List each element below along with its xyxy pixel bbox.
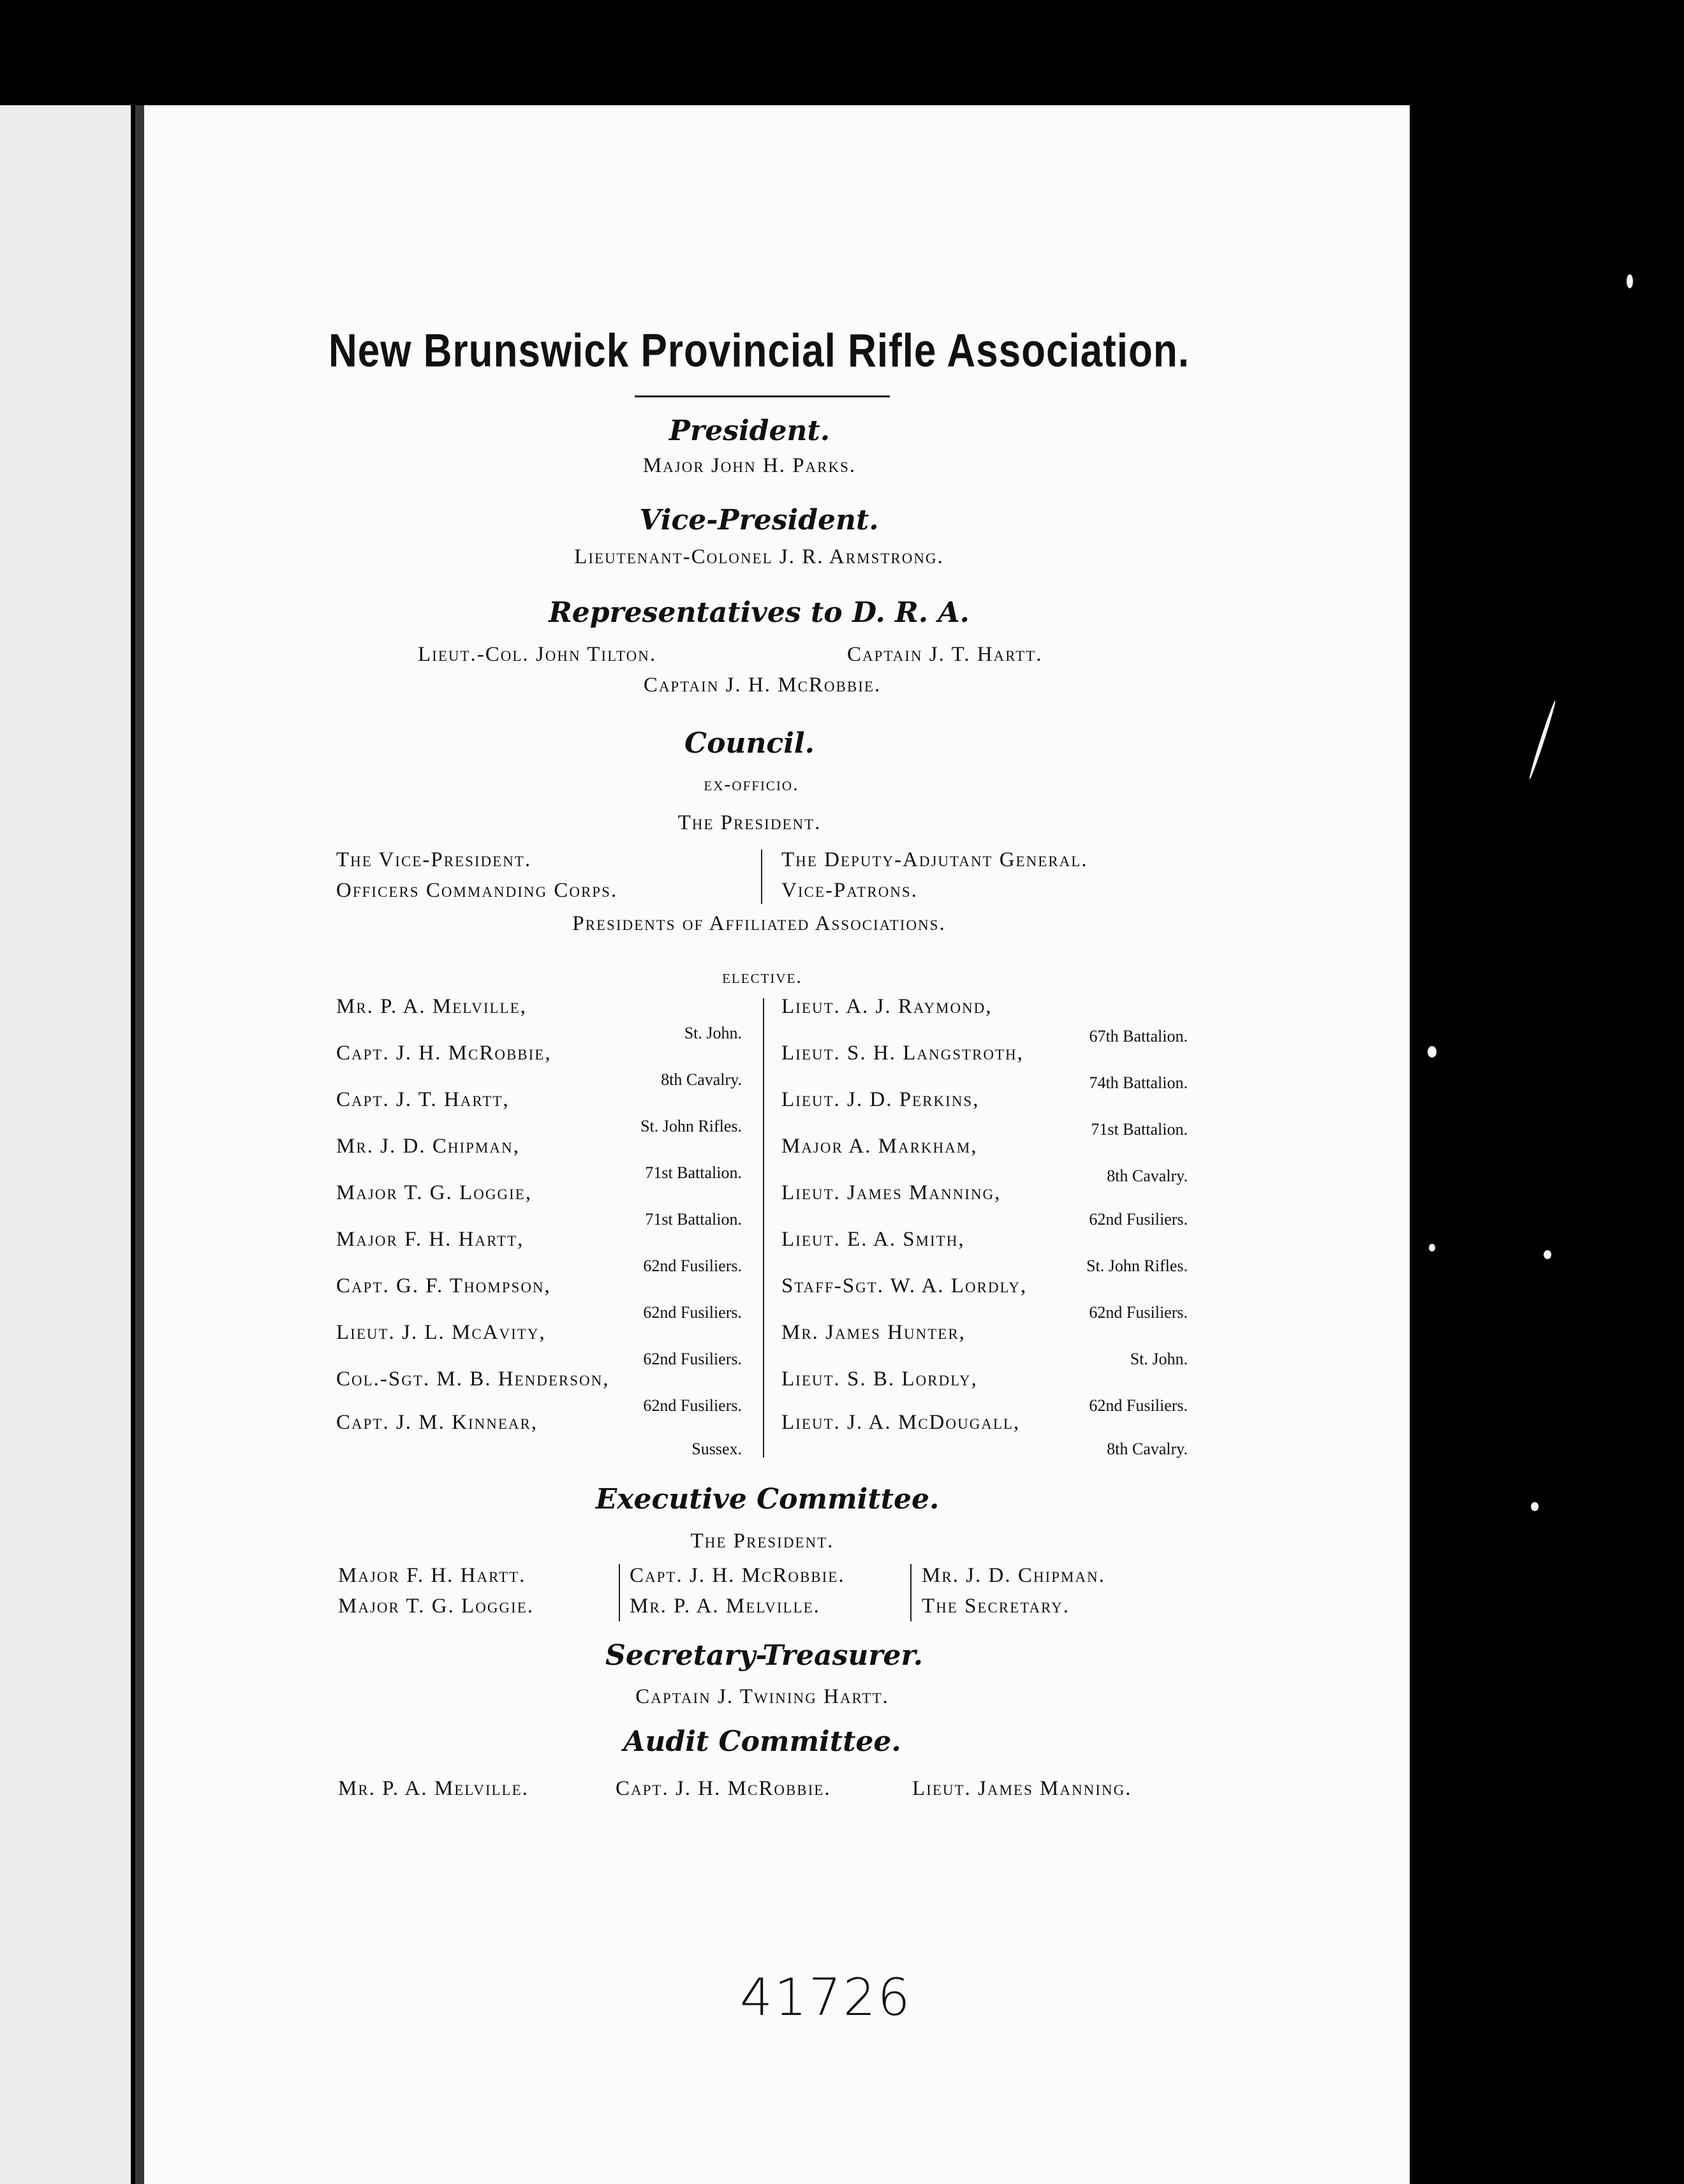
elective-left-unit: St. John Rifles. — [640, 1117, 742, 1135]
representative-bottom: Captain J. H. McRobbie. — [643, 674, 882, 697]
executive-member: Mr. J. D. Chipman. — [922, 1564, 1105, 1587]
elective-right-unit: St. John Rifles. — [1086, 1257, 1188, 1275]
executive-heading: Executive Committee. — [595, 1483, 940, 1516]
elective-right-name: Lieut. J. A. McDougall, — [781, 1411, 1021, 1434]
elective-left-unit: 71st Battalion. — [645, 1163, 742, 1182]
elective-left-name: Mr. J. D. Chipman, — [336, 1135, 520, 1158]
elective-left-name: Col.-Sgt. M. B. Henderson, — [336, 1368, 610, 1391]
elective-label: elective. — [722, 966, 802, 987]
elective-right-unit: 74th Battalion. — [1089, 1074, 1188, 1092]
elective-left-name: Capt. J. M. Kinnear, — [336, 1411, 538, 1434]
elective-right-unit: St. John. — [1130, 1350, 1188, 1368]
elective-right-name: Lieut. S. B. Lordly, — [781, 1368, 978, 1391]
elective-left-unit: St. John. — [684, 1024, 742, 1042]
council-heading: Council. — [684, 727, 815, 760]
president-heading: President. — [668, 415, 831, 447]
audit-member: Lieut. James Manning. — [912, 1777, 1132, 1800]
scan-speck — [1627, 274, 1633, 288]
elective-left-unit: 8th Cavalry. — [661, 1070, 742, 1089]
council-right-2: Vice-Patrons. — [781, 879, 918, 902]
scan-speck — [1528, 700, 1557, 779]
executive-president: The President. — [690, 1530, 834, 1553]
presidents-affiliated: Presidents of Affiliated Associations. — [572, 912, 946, 935]
elective-left-unit: Sussex. — [691, 1440, 742, 1458]
secretary-heading: Secretary-Treasurer. — [605, 1639, 923, 1672]
elective-right-unit: 8th Cavalry. — [1107, 1167, 1188, 1185]
audit-heading: Audit Committee. — [623, 1725, 901, 1758]
executive-divider — [619, 1564, 620, 1621]
executive-member: Major T. G. Loggie. — [338, 1595, 534, 1618]
elective-divider — [763, 998, 764, 1457]
executive-member: Capt. J. H. McRobbie. — [630, 1564, 845, 1587]
elective-right-name: Mr. James Hunter, — [781, 1321, 966, 1344]
elective-right-unit: 71st Battalion. — [1091, 1120, 1188, 1139]
elective-right-name: Staff-Sgt. W. A. Lordly, — [781, 1274, 1028, 1297]
elective-left-unit: 62nd Fusiliers. — [643, 1303, 742, 1322]
elective-left-name: Mr. P. A. Melville, — [336, 995, 527, 1018]
council-right-1: The Deputy-Adjutant General. — [781, 848, 1088, 871]
elective-right-name: Lieut. S. H. Langstroth, — [781, 1042, 1024, 1065]
elective-right-name: Lieut. A. J. Raymond, — [781, 995, 993, 1018]
scan-speck — [1531, 1502, 1539, 1511]
elective-right-name: Lieut. James Manning, — [781, 1181, 1001, 1204]
elective-left-name: Capt. G. F. Thompson, — [336, 1274, 551, 1297]
council-president: The President. — [677, 811, 822, 834]
secretary-name: Captain J. Twining Hartt. — [635, 1685, 889, 1708]
elective-right-unit: 8th Cavalry. — [1107, 1440, 1188, 1458]
elective-right-unit: 62nd Fusiliers. — [1089, 1210, 1188, 1228]
scan-speck — [1429, 1244, 1435, 1251]
executive-divider — [910, 1564, 912, 1621]
page-gutter — [135, 105, 144, 2184]
title-rule — [635, 395, 890, 397]
scan-speck — [1544, 1250, 1551, 1259]
vice-president-heading: Vice-President. — [639, 504, 879, 536]
elective-left-name: Major T. G. Loggie, — [336, 1181, 532, 1204]
elective-right-name: Lieut. J. D. Perkins, — [781, 1088, 980, 1111]
representatives-heading: Representatives to D. R. A. — [549, 596, 970, 629]
elective-left-unit: 62nd Fusiliers. — [643, 1350, 742, 1368]
elective-left-unit: 62nd Fusiliers. — [643, 1257, 742, 1275]
elective-left-name: Major F. H. Hartt, — [336, 1228, 524, 1251]
elective-right-unit: 62nd Fusiliers. — [1089, 1303, 1188, 1322]
elective-right-unit: 67th Battalion. — [1089, 1027, 1188, 1045]
elective-left-name: Capt. J. H. McRobbie, — [336, 1042, 552, 1065]
executive-member: Major F. H. Hartt. — [338, 1564, 526, 1587]
facing-page-edge — [0, 105, 131, 2184]
audit-member: Capt. J. H. McRobbie. — [616, 1777, 831, 1800]
ex-officio-label: ex-officio. — [704, 774, 799, 795]
council-left-2: Officers Commanding Corps. — [336, 879, 618, 902]
elective-right-unit: 62nd Fusiliers. — [1089, 1396, 1188, 1415]
president-name: Major John H. Parks. — [642, 454, 857, 477]
representative-left: Lieut.-Col. John Tilton. — [418, 643, 657, 666]
council-divider — [761, 850, 762, 904]
elective-left-name: Capt. J. T. Hartt, — [336, 1088, 510, 1111]
elective-right-name: Lieut. E. A. Smith, — [781, 1228, 965, 1251]
council-left-1: The Vice-President. — [336, 848, 532, 871]
document-title: New Brunswick Provincial Rifle Association. — [329, 325, 1190, 378]
executive-member: Mr. P. A. Melville. — [630, 1595, 820, 1618]
elective-left-unit: 71st Battalion. — [645, 1210, 742, 1228]
audit-member: Mr. P. A. Melville. — [338, 1777, 529, 1800]
representative-right: Captain J. T. Hartt. — [847, 643, 1043, 666]
handwritten-catalog-number: 41726 — [740, 1968, 912, 2027]
executive-member: The Secretary. — [922, 1595, 1070, 1618]
elective-right-name: Major A. Markham, — [781, 1135, 978, 1158]
scan-speck — [1428, 1046, 1437, 1058]
elective-left-unit: 62nd Fusiliers. — [643, 1396, 742, 1415]
elective-left-name: Lieut. J. L. McAvity, — [336, 1321, 546, 1344]
vice-president-name: Lieutenant-Colonel J. R. Armstrong. — [574, 545, 944, 568]
